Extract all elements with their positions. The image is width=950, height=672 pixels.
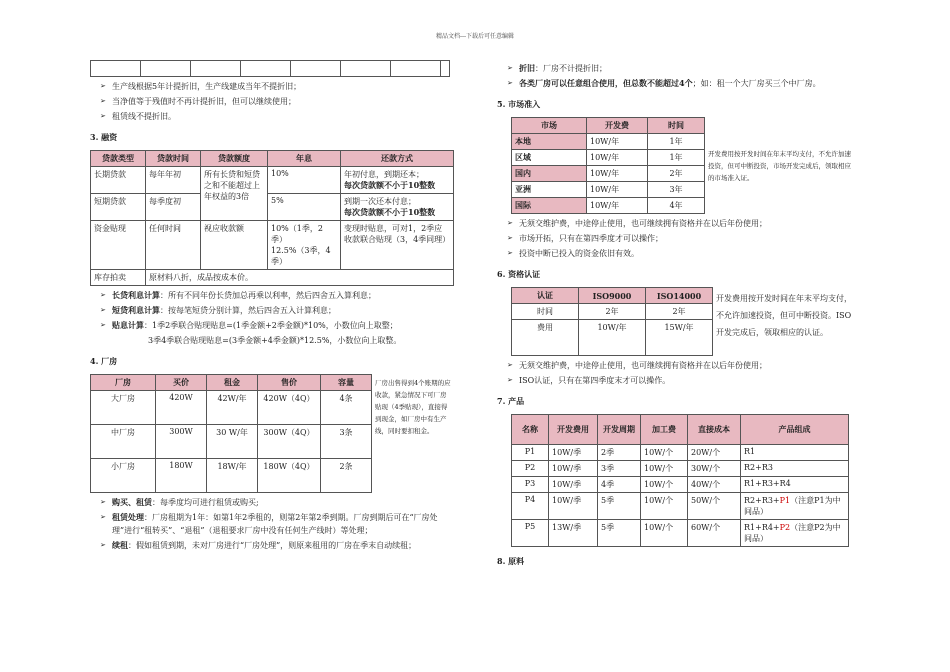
table-row: 区域 10W/年 1年: [512, 150, 857, 166]
iso-table: 认证 ISO9000 ISO14000 开发费用按开发时间在年末平均支付，不允许加速投资，但可中断投资。ISO开发完成后，领取相应的认证。 时间 2年 2年 费用 10W/年 15W/年: [511, 287, 856, 356]
table-row: 亚洲 10W/年 3年: [512, 182, 857, 198]
page-header: 精品文档---下载后可任意编辑: [435, 33, 515, 40]
bullet-item: ➢ ISO认证，只有在第四季度末才可以操作。: [507, 376, 671, 385]
bullet-item: ➢ 租赁线不提折旧。: [100, 112, 176, 121]
table-row: 本地 10W/年 1年: [512, 134, 857, 150]
bullet-continuation: 3季4季联合贴现贴息=(3季金额+4季金额)*12.5%，小数位向上取整。: [148, 336, 402, 345]
bullet-item: ➢ 租赁处理：厂房租期为1年：如第1年2季租的，则第2年第2季到期。厂房到期后可在“厂房处理”进行“租转买”、“退租”（退租要求厂房中没有任何生产线时）等处理；: [100, 512, 438, 535]
bullet-item: ➢ 无须交维护费，中途停止使用，也可继续拥有资格并在以后年份使用；: [507, 219, 767, 228]
section-title-material: 8. 原料: [497, 556, 525, 566]
table-row: 资金贴现 任何时间 视应收款额 10%（1季，2季） 12.5%（3季，4季） 变现时贴息，可对1，2季应收款联合贴现（3，4季同理）: [91, 221, 454, 270]
table-row: 库存拍卖 原材料八折，成品按成本价。: [91, 270, 454, 286]
table-row: P3 10W/季 4季 10W/个 40W/个 R1+R3+R4: [512, 477, 849, 493]
product-table: 名称 开发费用 开发周期 加工费 直接成本 产品组成 P1 10W/季 2季 10W/个 20W/个 R1 P2 10W/季 3季 10W/个 30W/个 R2+R3 P3 10W/季 4季 10W/个 40W/个 R1+R3+R4 P4 10W/季 5季 10W/个 50W/个 R2+R3+P1（注意P1为中间品） P5 13W/季 5季 10W/个 60W/个 R1+R4+P2（注意P2为中间品）: [511, 414, 849, 547]
table-row: 国内 10W/年 2年: [512, 166, 857, 182]
table-row: P4 10W/季 5季 10W/个 50W/个 R2+R3+P1（注意P1为中间品）: [512, 493, 849, 520]
market-table: 市场 开发费 时间 开发费用按开发时间在年末平均支付，不允许加速投资，但可中断投资，市场开发完成后，领取相应的市场准入证。 本地 10W/年 1年 区域 10W/年 1年 国内 10W/年 2年 亚洲 10W/年 3年 国际 10W/年 4年: [511, 117, 856, 214]
section-title-certification: 6. 资格认证: [497, 269, 541, 279]
table-row: P5 13W/季 5季 10W/个 60W/个 R1+R4+P2（注意P2为中间品）: [512, 520, 849, 547]
table-row: P2 10W/季 3季 10W/个 30W/个 R2+R3: [512, 461, 849, 477]
bullet-item: ➢ 长贷利息计算：所有不同年份长贷加总再乘以利率，然后四舍五入算利息；: [100, 290, 376, 300]
bullet-item: ➢ 折旧：厂房不计提折旧；: [507, 63, 607, 73]
table-row: 国际 10W/年 4年: [512, 198, 857, 214]
factory-table: 厂房 买价 租金 售价 容量 厂房出售得到4个账期的应收款，紧急情况下可厂房贴现（4季贴现），直接得到现金，如厂房中有生产线，同时要扣租金。 大厂房 420W 42W/年 420W（4Q） 4条 中厂房 300W 30 W/年 300W（4Q） 3条 小厂房 180W 18W/年 180W（4Q） 2条: [90, 374, 454, 493]
bullet-item: ➢ 当净值等于残值时不再计提折旧，但可以继续使用；: [100, 97, 296, 106]
bullet-item: ➢ 无须交维护费，中途停止使用，也可继续拥有资格并在以后年份使用；: [507, 361, 767, 370]
bullet-item: ➢ 投资中断已投入的资金依旧有效。: [507, 249, 639, 258]
bullet-item: ➢ 各类厂房可以任意组合使用，但总数不能超过4个；如：租一个大厂房买三个中厂房。: [507, 78, 821, 88]
bullet-item: ➢ 生产线根据5年计提折旧，生产线建成当年不提折旧；: [100, 82, 302, 91]
left-column: [90, 60, 456, 554]
section-title-market: 5. 市场准入: [497, 99, 541, 109]
bullet-item: ➢ 短贷利息计算：按每笔短贷分别计算，然后四舍五入计算利息；: [100, 305, 336, 315]
loan-table: 贷款类型 贷款时间 贷款额度 年息 还款方式 长期贷款 每年年初 所有长贷和短贷之和不能超过上年权益的3倍 10% 年初付息，到期还本； 每次贷款额不小于10整数 短期贷款 每季度初 5% 到期一次还本付息； 每次贷款额不小于10整数 资金贴现 任何时间 视应收款额 10%（1季，2季） 12.5%（3季，4季） 变现时贴息，可对1，2季应收款联合贴现（3，4季同理） 库存拍卖 原材料八折，成品按成本价。: [90, 150, 454, 286]
table-row: 大厂房 420W 42W/年 420W（4Q） 4条: [91, 391, 455, 425]
table-row: 中厂房 300W 30 W/年 300W（4Q） 3条: [91, 425, 455, 459]
section-title-product: 7. 产品: [497, 396, 525, 406]
section-title-factory: 4. 厂房: [90, 356, 118, 366]
table-row: 短期贷款 每季度初 5% 到期一次还本付息； 每次贷款额不小于10整数: [91, 194, 454, 221]
bullet-item: ➢ 续租：假如租赁到期，未对厂房进行“厂房处理”，则原来租用的厂房在季末自动续租；: [100, 540, 417, 550]
top-partial-table: [90, 60, 450, 77]
section-title-finance: 3. 融资: [90, 132, 118, 142]
table-row: 长期贷款 每年年初 所有长贷和短贷之和不能超过上年权益的3倍 10% 年初付息，到期还本； 每次贷款额不小于10整数: [91, 167, 454, 194]
table-row: 小厂房 180W 18W/年 180W（4Q） 2条: [91, 459, 455, 493]
right-column: [497, 60, 853, 574]
bullet-item: ➢ 购买、租赁：每季度均可进行租赁或购买;: [100, 497, 259, 507]
bullet-item: ➢ 市场开拓，只有在第四季度才可以操作；: [507, 234, 663, 243]
table-row: 费用 10W/年 15W/年: [512, 320, 857, 356]
table-row: 时间 2年 2年: [512, 304, 857, 320]
table-row: P1 10W/季 2季 10W/个 20W/个 R1: [512, 445, 849, 461]
bullet-item: ➢ 贴息计算：1季2季联合贴现贴息=(1季金额+2季金额)*10%，小数位向上取整；: [100, 320, 398, 330]
